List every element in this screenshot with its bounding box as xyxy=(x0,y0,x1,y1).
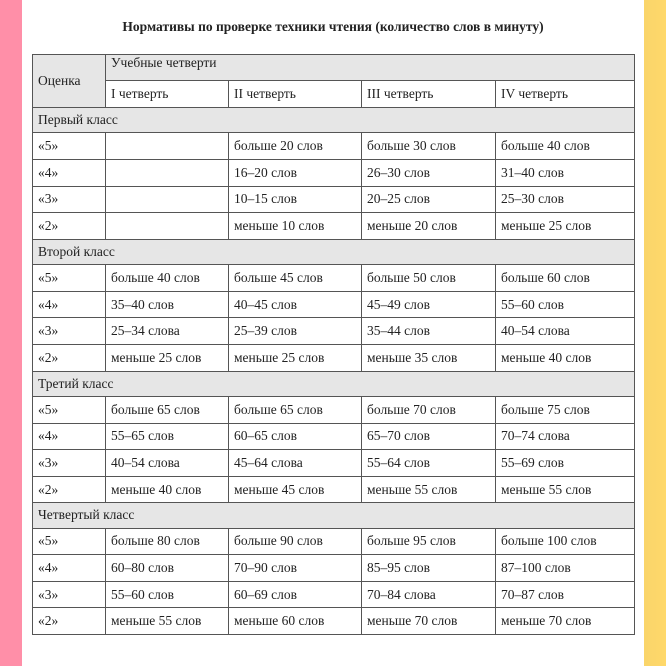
grade-cell: «3» xyxy=(33,581,106,608)
norm-cell: 45–64 слова xyxy=(229,450,362,477)
norm-cell: 70–74 слова xyxy=(496,423,635,450)
norm-cell: 45–49 слов xyxy=(362,291,496,318)
norm-cell: 40–54 слова xyxy=(496,318,635,345)
norm-cell: меньше 35 слов xyxy=(362,344,496,371)
norm-cell: 25–30 слов xyxy=(496,186,635,213)
norm-cell: меньше 40 слов xyxy=(496,344,635,371)
header-quarters: Учебные четверти xyxy=(106,55,635,81)
table-row xyxy=(33,318,635,345)
grade-cell: «5» xyxy=(33,133,106,160)
grade-cell: «4» xyxy=(33,423,106,450)
norm-cell: 25–34 слова xyxy=(106,318,229,345)
section-row xyxy=(33,503,635,528)
norm-cell: 16–20 слов xyxy=(229,159,362,186)
norm-cell: больше 90 слов xyxy=(229,528,362,555)
table-row xyxy=(33,581,635,608)
grade-cell: «3» xyxy=(33,186,106,213)
table-row xyxy=(33,555,635,582)
norm-cell: 10–15 слов xyxy=(229,186,362,213)
norm-cell: 65–70 слов xyxy=(362,423,496,450)
grade-cell: «4» xyxy=(33,555,106,582)
norm-cell xyxy=(106,133,229,160)
grade-cell: «2» xyxy=(33,213,106,240)
norm-cell: больше 45 слов xyxy=(229,265,362,292)
norm-cell: меньше 40 слов xyxy=(106,476,229,503)
table-body xyxy=(33,108,635,635)
norm-cell: больше 60 слов xyxy=(496,265,635,292)
header-quarter-3: III четверть xyxy=(362,81,496,108)
grade-cell: «5» xyxy=(33,396,106,423)
grade-cell: «5» xyxy=(33,265,106,292)
norm-cell: меньше 55 слов xyxy=(496,476,635,503)
norm-cell: 70–84 слова xyxy=(362,581,496,608)
header-grade: Оценка xyxy=(33,55,106,108)
norm-cell: 55–60 слов xyxy=(106,581,229,608)
section-title: Второй класс xyxy=(33,239,635,264)
norm-cell: меньше 55 слов xyxy=(362,476,496,503)
table-row xyxy=(33,423,635,450)
norm-cell: меньше 70 слов xyxy=(496,608,635,635)
norm-cell: меньше 70 слов xyxy=(362,608,496,635)
norm-cell: больше 40 слов xyxy=(106,265,229,292)
table-row xyxy=(33,396,635,423)
norm-cell: 87–100 слов xyxy=(496,555,635,582)
norm-cell: меньше 60 слов xyxy=(229,608,362,635)
norm-cell: 55–64 слов xyxy=(362,450,496,477)
table-row xyxy=(33,133,635,160)
norm-cell: 25–39 слов xyxy=(229,318,362,345)
norm-cell: 60–65 слов xyxy=(229,423,362,450)
grade-cell: «2» xyxy=(33,608,106,635)
norm-cell: больше 20 слов xyxy=(229,133,362,160)
norm-cell: 26–30 слов xyxy=(362,159,496,186)
table-row xyxy=(33,265,635,292)
header-quarter-4: IV четверть xyxy=(496,81,635,108)
table-row xyxy=(33,291,635,318)
grade-cell: «3» xyxy=(33,318,106,345)
section-title: Первый класс xyxy=(33,108,635,133)
reading-norms-table xyxy=(32,54,635,635)
norm-cell xyxy=(106,186,229,213)
norm-cell: 40–45 слов xyxy=(229,291,362,318)
norm-cell: меньше 10 слов xyxy=(229,213,362,240)
norm-cell: 35–40 слов xyxy=(106,291,229,318)
norm-cell: больше 100 слов xyxy=(496,528,635,555)
section-row xyxy=(33,108,635,133)
norm-cell: больше 95 слов xyxy=(362,528,496,555)
norm-cell: 35–44 слов xyxy=(362,318,496,345)
norm-cell: больше 65 слов xyxy=(229,396,362,423)
norm-cell: 60–80 слов xyxy=(106,555,229,582)
norm-cell: 55–65 слов xyxy=(106,423,229,450)
norm-cell: 70–90 слов xyxy=(229,555,362,582)
norm-cell: меньше 45 слов xyxy=(229,476,362,503)
norm-cell: больше 40 слов xyxy=(496,133,635,160)
header-quarter-2: II четверть xyxy=(229,81,362,108)
header-quarter-1: I четверть xyxy=(106,81,229,108)
table-row xyxy=(33,186,635,213)
norm-cell: больше 75 слов xyxy=(496,396,635,423)
norm-cell: меньше 20 слов xyxy=(362,213,496,240)
norm-cell: меньше 25 слов xyxy=(229,344,362,371)
table-row xyxy=(33,528,635,555)
norm-cell: меньше 55 слов xyxy=(106,608,229,635)
table-row xyxy=(33,213,635,240)
grade-cell: «4» xyxy=(33,159,106,186)
norm-cell: 31–40 слов xyxy=(496,159,635,186)
norm-cell: больше 80 слов xyxy=(106,528,229,555)
norm-cell: 55–69 слов xyxy=(496,450,635,477)
norm-cell: 85–95 слов xyxy=(362,555,496,582)
section-title: Четвертый класс xyxy=(33,503,635,528)
table-row xyxy=(33,159,635,186)
table-row xyxy=(33,344,635,371)
table-row xyxy=(33,476,635,503)
grade-cell: «4» xyxy=(33,291,106,318)
norm-cell: меньше 25 слов xyxy=(496,213,635,240)
table-row xyxy=(33,608,635,635)
section-title: Третий класс xyxy=(33,371,635,396)
norm-cell xyxy=(106,213,229,240)
grade-cell: «2» xyxy=(33,476,106,503)
norm-cell: 20–25 слов xyxy=(362,186,496,213)
page-title: Нормативы по проверке техники чтения (количество слов в минуту) xyxy=(122,19,544,34)
norm-cell: меньше 25 слов xyxy=(106,344,229,371)
section-row xyxy=(33,239,635,264)
norm-cell: больше 65 слов xyxy=(106,396,229,423)
norm-cell: больше 70 слов xyxy=(362,396,496,423)
norm-cell: 55–60 слов xyxy=(496,291,635,318)
grade-cell: «3» xyxy=(33,450,106,477)
section-row xyxy=(33,371,635,396)
grade-cell: «5» xyxy=(33,528,106,555)
norm-cell: больше 30 слов xyxy=(362,133,496,160)
grade-cell: «2» xyxy=(33,344,106,371)
norm-cell: 60–69 слов xyxy=(229,581,362,608)
norm-cell: 70–87 слов xyxy=(496,581,635,608)
norm-cell: больше 50 слов xyxy=(362,265,496,292)
norm-cell: 40–54 слова xyxy=(106,450,229,477)
document-card xyxy=(22,0,644,666)
table-row xyxy=(33,450,635,477)
norm-cell xyxy=(106,159,229,186)
